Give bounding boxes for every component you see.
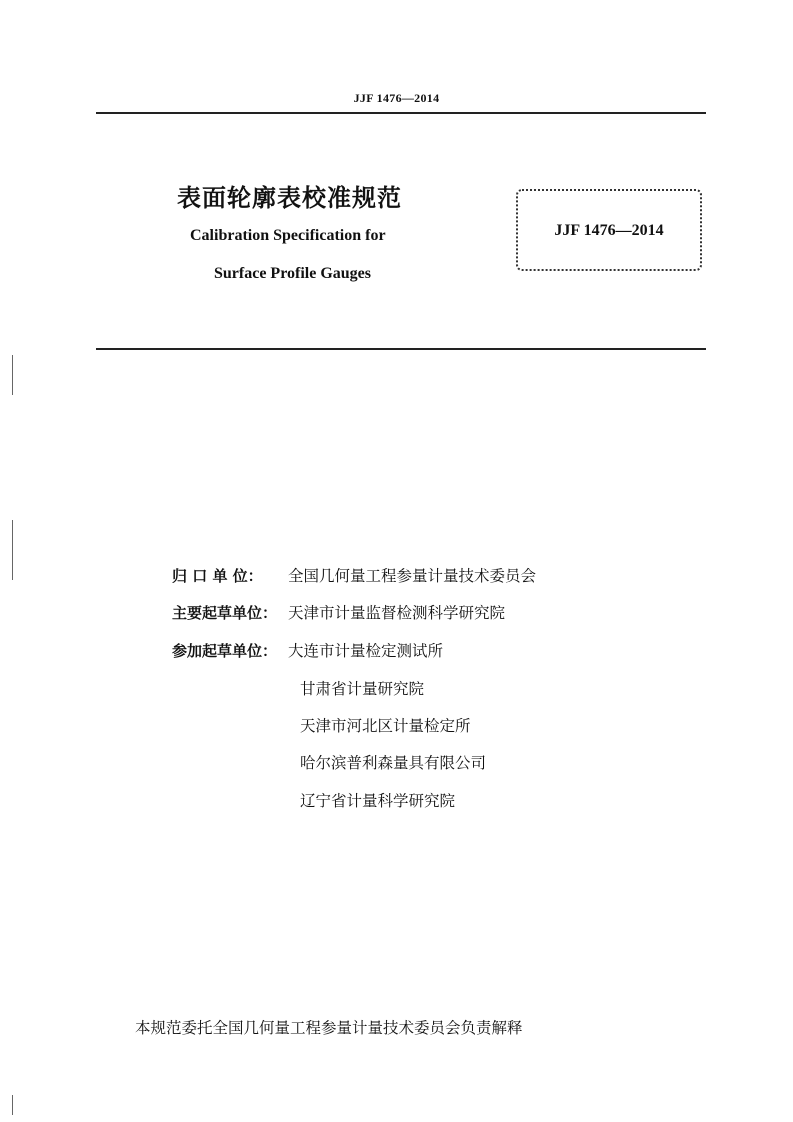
main-drafter-row [172, 603, 505, 623]
title-rule [96, 348, 706, 350]
participants-label: 参加起草单位： [172, 642, 278, 660]
header-rule [96, 112, 706, 114]
scan-edge-mark [12, 355, 13, 395]
main-drafter-value: 天津市计量监督检测科学研究院 [288, 604, 506, 622]
participant-item: 天津市河北区计量检定所 [300, 717, 471, 735]
responsible-unit-value: 全国几何量工程参量计量技术委员会 [288, 567, 537, 585]
responsible-unit-row [172, 566, 536, 586]
header-code: JJF 1476—2014 [353, 91, 440, 105]
interpretation-note: 本规范委托全国几何量工程参量计量技术委员会负责解释 [135, 1019, 523, 1037]
scan-edge-mark [12, 1095, 13, 1115]
scan-edge-mark [12, 520, 13, 580]
responsible-unit-label: 归 口 单 位： [172, 567, 263, 585]
participant-item: 哈尔滨普利森量具有限公司 [300, 754, 487, 772]
participants-row [172, 641, 443, 661]
title-english-line1: Calibration Specification for [190, 227, 386, 244]
participant-item: 甘肃省计量研究院 [300, 680, 425, 698]
main-drafter-label: 主要起草单位： [172, 604, 278, 622]
title-chinese: 表面轮廓表校准规范 [177, 184, 402, 212]
participant-item: 辽宁省计量科学研究院 [300, 792, 456, 810]
title-english-line2: Surface Profile Gauges [214, 265, 372, 282]
code-box-text: JJF 1476—2014 [554, 222, 664, 239]
participant-item: 大连市计量检定测试所 [288, 642, 444, 660]
